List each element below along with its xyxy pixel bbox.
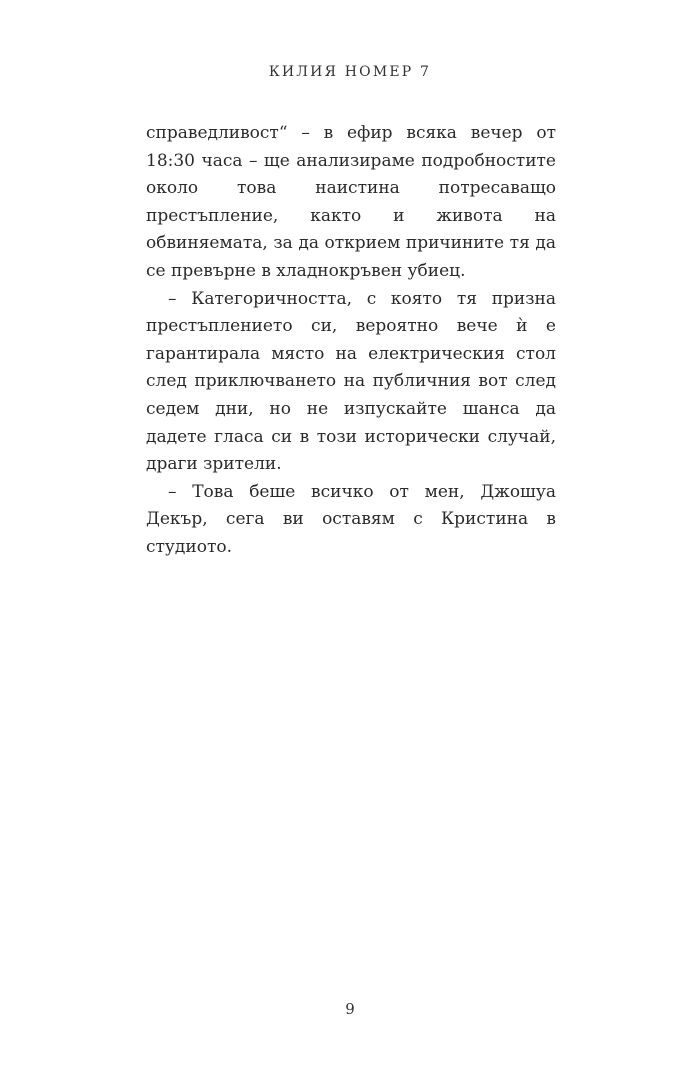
body-text — [146, 120, 556, 562]
paragraph-dialogue-1: – Категоричността, с която тя призна престъплението си, вероятно вече ѝ е гарантирала място на електрическия стол след приключването на публичния вот след седем дни, но не изпускайте шанса да дадете гласа си в този исторически случай, драги зрители. — [146, 288, 556, 475]
page-number: 9 — [345, 1000, 355, 1018]
paragraph-continued: справедливост“ – в ефир всяка вечер от 18:30 часа – ще анализираме подробностите около това наистина потресаващо престъпление, както и живота на обвиняемата, за да открием причините тя да се превърне в хладнокръвен убиец. — [146, 123, 556, 281]
running-head: КИЛИЯ НОМЕР 7 — [268, 64, 432, 80]
paragraph-dialogue-2: – Това беше всичко от мен, Джошуа Декър, сега ви оставям с Кристина в студиото. — [146, 481, 556, 557]
